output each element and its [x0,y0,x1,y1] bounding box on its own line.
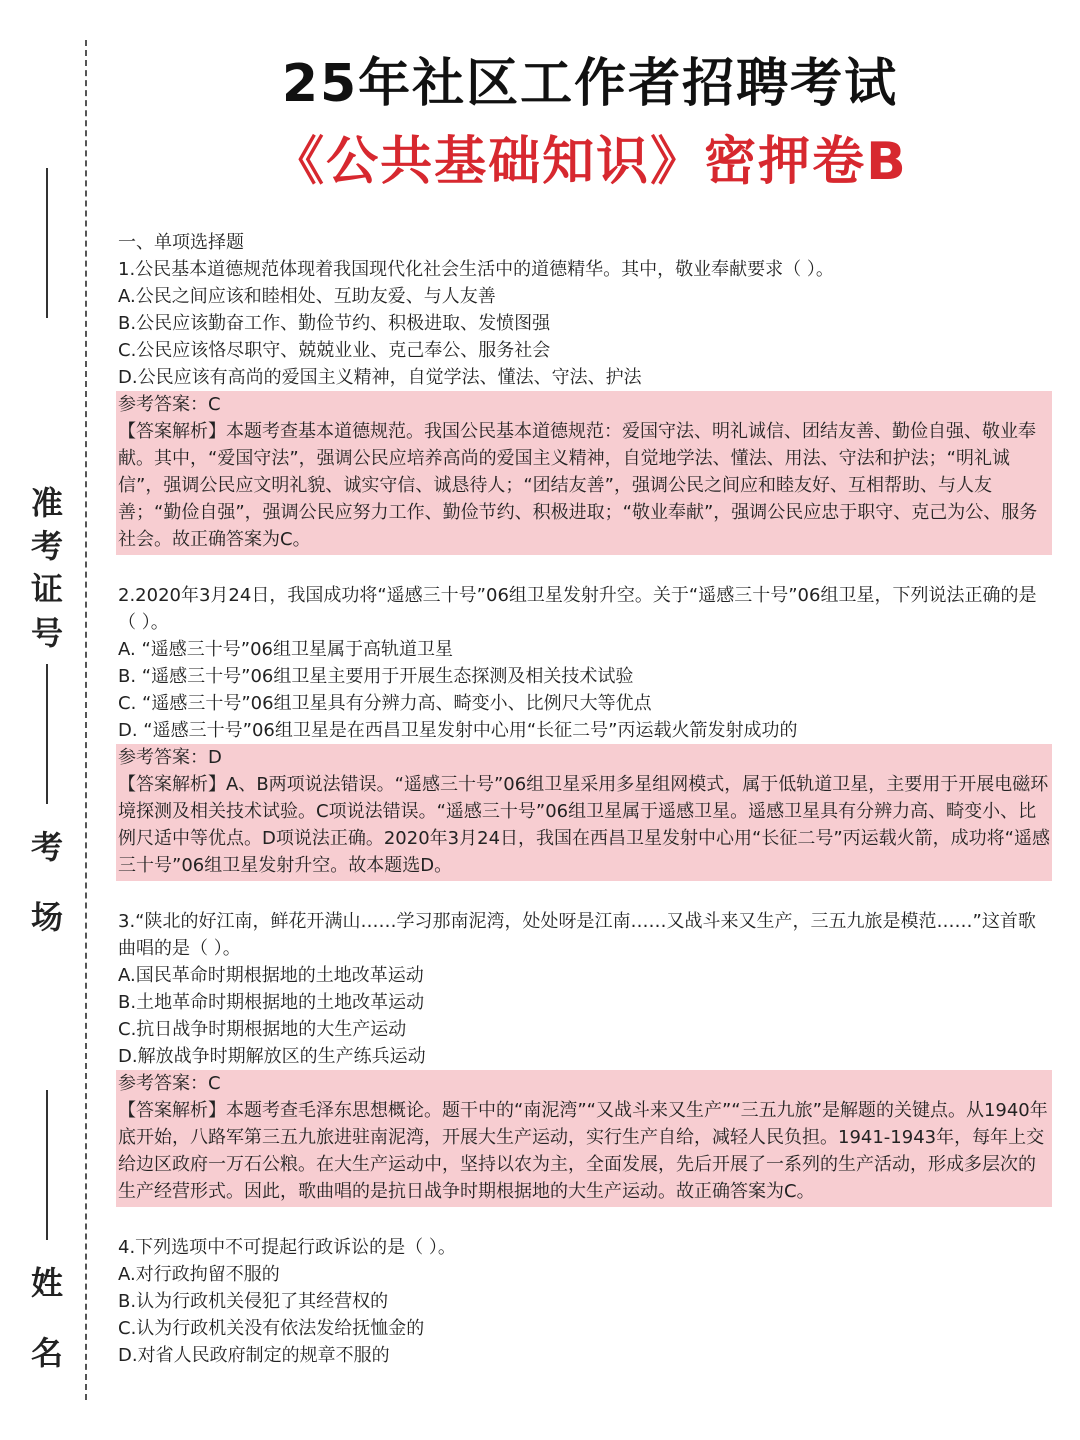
answer-analysis: 【答案解析】本题考查毛泽东思想概论。题干中的“南泥湾”“又战斗来又生产”“三五九旅”是解题的关键点。从1940年底开始，八路军第三五九旅进驻南泥湾，开展大生产运动，实行生产自给，减轻人民负担。1941-1943年，每年上交给边区政府一万石公粮。在大生产运动中，坚持以农为主，全面发展，先后开展了一系列的生产活动，形成多层次的生产经营形式。因此，歌曲唱的是抗日战争时期根据地的大生产运动。故正确答案为C。 [118,1100,1048,1202]
exam-id-label: 准考证号 [30,484,63,652]
option-d: D.公民应该有高尚的爱国主义精神，自觉学法、懂法、守法、护法 [118,367,642,388]
exam-id-underline [46,168,48,318]
page-subtitle: 《公共基础知识》密押卷B [272,132,908,192]
option-b: B.认为行政机关侵犯了其经营权的 [118,1291,389,1312]
option-d: D. “遥感三十号”06组卫星是在西昌卫星发射中心用“长征二号”丙运载火箭发射成功的 [118,720,798,741]
question-block [118,908,1050,1207]
question-stem: 2.2020年3月24日，我国成功将“遥感三十号”06组卫星发射升空。关于“遥感三十号”06组卫星，下列说法正确的是（ ）。 [118,585,1037,633]
question-block [118,256,1050,555]
spacer [118,881,1050,908]
answer-box [116,744,1052,881]
option-a: A.对行政拘留不服的 [118,1264,280,1285]
question-stem: 3.“陕北的好江南，鲜花开满山……学习那南泥湾，处处呀是江南……又战斗来又生产，三五九旅是模范……”这首歌曲唱的是（ ）。 [118,911,1036,959]
exam-room-underline [46,664,48,804]
option-a: A.公民之间应该和睦相处、互助友爱、与人友善 [118,286,496,307]
section-heading: 一、单项选择题 [118,232,244,253]
answer-box [116,1070,1052,1207]
exam-content [118,229,1050,1369]
option-d: D.对省人民政府制定的规章不服的 [118,1345,390,1366]
name-underline [46,1090,48,1240]
reference-answer: 参考答案：C [118,394,221,415]
option-b: B. “遥感三十号”06组卫星主要用于开展生态探测及相关技术试验 [118,666,634,687]
option-c: C. “遥感三十号”06组卫星具有分辨力高、畸变小、比例尺大等优点 [118,693,652,714]
reference-answer: 参考答案：C [118,1073,221,1094]
option-c: C.公民应该恪尽职守、兢兢业业、克己奉公、服务社会 [118,340,551,361]
exam-room-label: 考场 [30,828,63,936]
answer-analysis: 【答案解析】本题考查基本道德规范。我国公民基本道德规范：爱国守法、明礼诚信、团结友善、勤俭自强、敬业奉献。其中，“爱国守法”，强调公民应培养高尚的爱国主义精神，自觉地学法、懂法、用法、守法和护法；“明礼诚信”，强调公民应文明礼貌、诚实守信、诚恳待人；“团结友善”，强调公民之间应和睦友好、互相帮助、与人友善；“勤俭自强”，强调公民应努力工作、勤俭节约、积极进取；“敬业奉献”，强调公民应忠于职守、克己为公、服务社会。故正确答案为C。 [118,421,1038,550]
question-stem: 4.下列选项中不可提起行政诉讼的是（ ）。 [118,1237,456,1258]
page-title: 25年社区工作者招聘考试 [281,54,899,114]
question-stem: 1.公民基本道德规范体现着我国现代化社会生活中的道德精华。其中，敬业奉献要求（ ）。 [118,259,834,280]
spacer [118,555,1050,582]
answer-analysis: 【答案解析】A、B两项说法错误。“遥感三十号”06组卫星采用多星组网模式，属于低轨道卫星，主要用于开展电磁环境探测及相关技术试验。C项说法错误。“遥感三十号”06组卫星属于遥感卫星。遥感卫星具有分辨力高、畸变小、比例尺适中等优点。D项说法正确。2020年3月24日，我国在西昌卫星发射中心用“长征二号”丙运载火箭，成功将“遥感三十号”06组卫星发射升空。故本题选D。 [118,774,1050,876]
option-d: D.解放战争时期解放区的生产练兵运动 [118,1046,426,1067]
binding-dashed-line [85,40,87,1400]
option-b: B.土地革命时期根据地的土地改革运动 [118,992,425,1013]
option-c: C.认为行政机关没有依法发给抚恤金的 [118,1318,425,1339]
option-a: A.国民革命时期根据地的土地改革运动 [118,965,424,986]
option-c: C.抗日战争时期根据地的大生产运动 [118,1019,407,1040]
question-block [118,1234,1050,1369]
answer-box [116,391,1052,555]
option-a: A. “遥感三十号”06组卫星属于高轨道卫星 [118,639,453,660]
question-block [118,582,1050,881]
option-b: B.公民应该勤奋工作、勤俭节约、积极进取、发愤图强 [118,313,551,334]
reference-answer: 参考答案：D [118,747,222,768]
spacer [118,1207,1050,1234]
name-label: 姓名 [30,1264,63,1372]
